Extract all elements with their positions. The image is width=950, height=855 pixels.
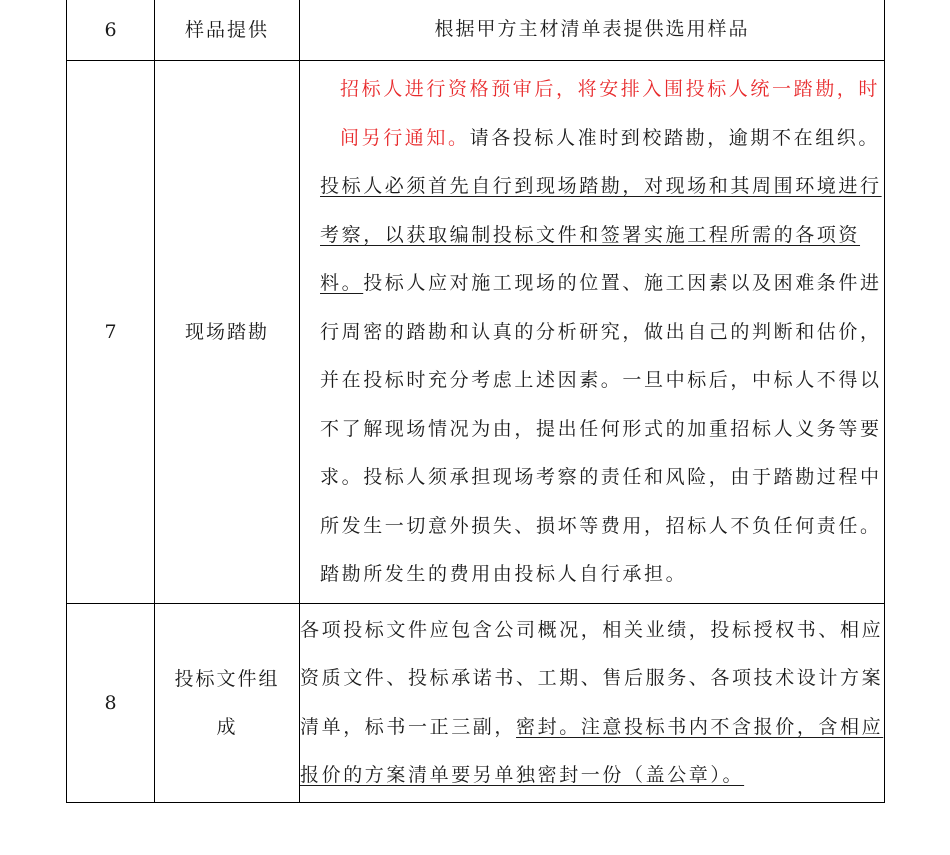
item-content bbox=[300, 61, 885, 604]
item-name bbox=[155, 603, 300, 802]
sample-provision-text: 根据甲方主材清单表提供选用样品 bbox=[434, 18, 750, 41]
site-visit-requirement-underlined: 投标人必须首先自行到现场踏勘，对现场和其周围环境进行考察，以获取编制投标文件和签署实施工程所需的各项资料。 bbox=[320, 175, 882, 294]
bid-document-contents: 各项投标文件应包含公司概况，相关业绩，投标授权书、相应资质文件、投标承诺书、工期、售后服务、各项技术设计方案清单，标书一正三副， bbox=[300, 618, 884, 738]
table-row bbox=[67, 0, 885, 61]
site-visit-details: 投标人应对施工现场的位置、施工因素以及困难条件进行周密的踏勘和认真的分析研究，做出自己的判断和估价，并在投标时充分考虑上述因素。一旦中标后，中标人不得以不了解现场情况为由，提出任何形式的加重招标人义务等要求。投标人须承担现场考察的责任和风险，由于踏勘过程中所发生一切意外损失、损坏等费用，招标人不负任何责任。踏勘所发生的费用由投标人自行承担。 bbox=[320, 272, 882, 585]
item-name bbox=[155, 0, 300, 61]
item-name bbox=[155, 61, 300, 604]
sealing-requirement-underlined: 密封。注意投标书内不含报价，含相应报价的方案清单要另单独密封一份（盖公章）。 bbox=[300, 715, 884, 786]
item-label: 投标文件组成 bbox=[174, 667, 280, 738]
item-label: 现场踏勘 bbox=[184, 320, 269, 343]
table-row bbox=[67, 61, 885, 604]
item-content bbox=[300, 0, 885, 61]
site-visit-paragraph-1 bbox=[300, 65, 884, 162]
item-content bbox=[300, 603, 885, 802]
table-row bbox=[67, 603, 885, 802]
row-number: 8 bbox=[67, 603, 155, 802]
bid-requirements-table bbox=[66, 0, 885, 803]
site-visit-notice-red: 招标人进行资格预审后，将安排入围投标人统一踏勘，时间另行通知。 bbox=[340, 78, 881, 149]
bid-document-paragraph bbox=[300, 606, 884, 800]
row-number: 6 bbox=[67, 0, 155, 61]
site-visit-paragraph-2 bbox=[300, 162, 884, 599]
item-label: 样品提供 bbox=[184, 18, 269, 41]
row-number: 7 bbox=[67, 61, 155, 604]
site-visit-punctuality: 请各投标人准时到校踏勘，逾期不在组织。 bbox=[469, 126, 881, 149]
